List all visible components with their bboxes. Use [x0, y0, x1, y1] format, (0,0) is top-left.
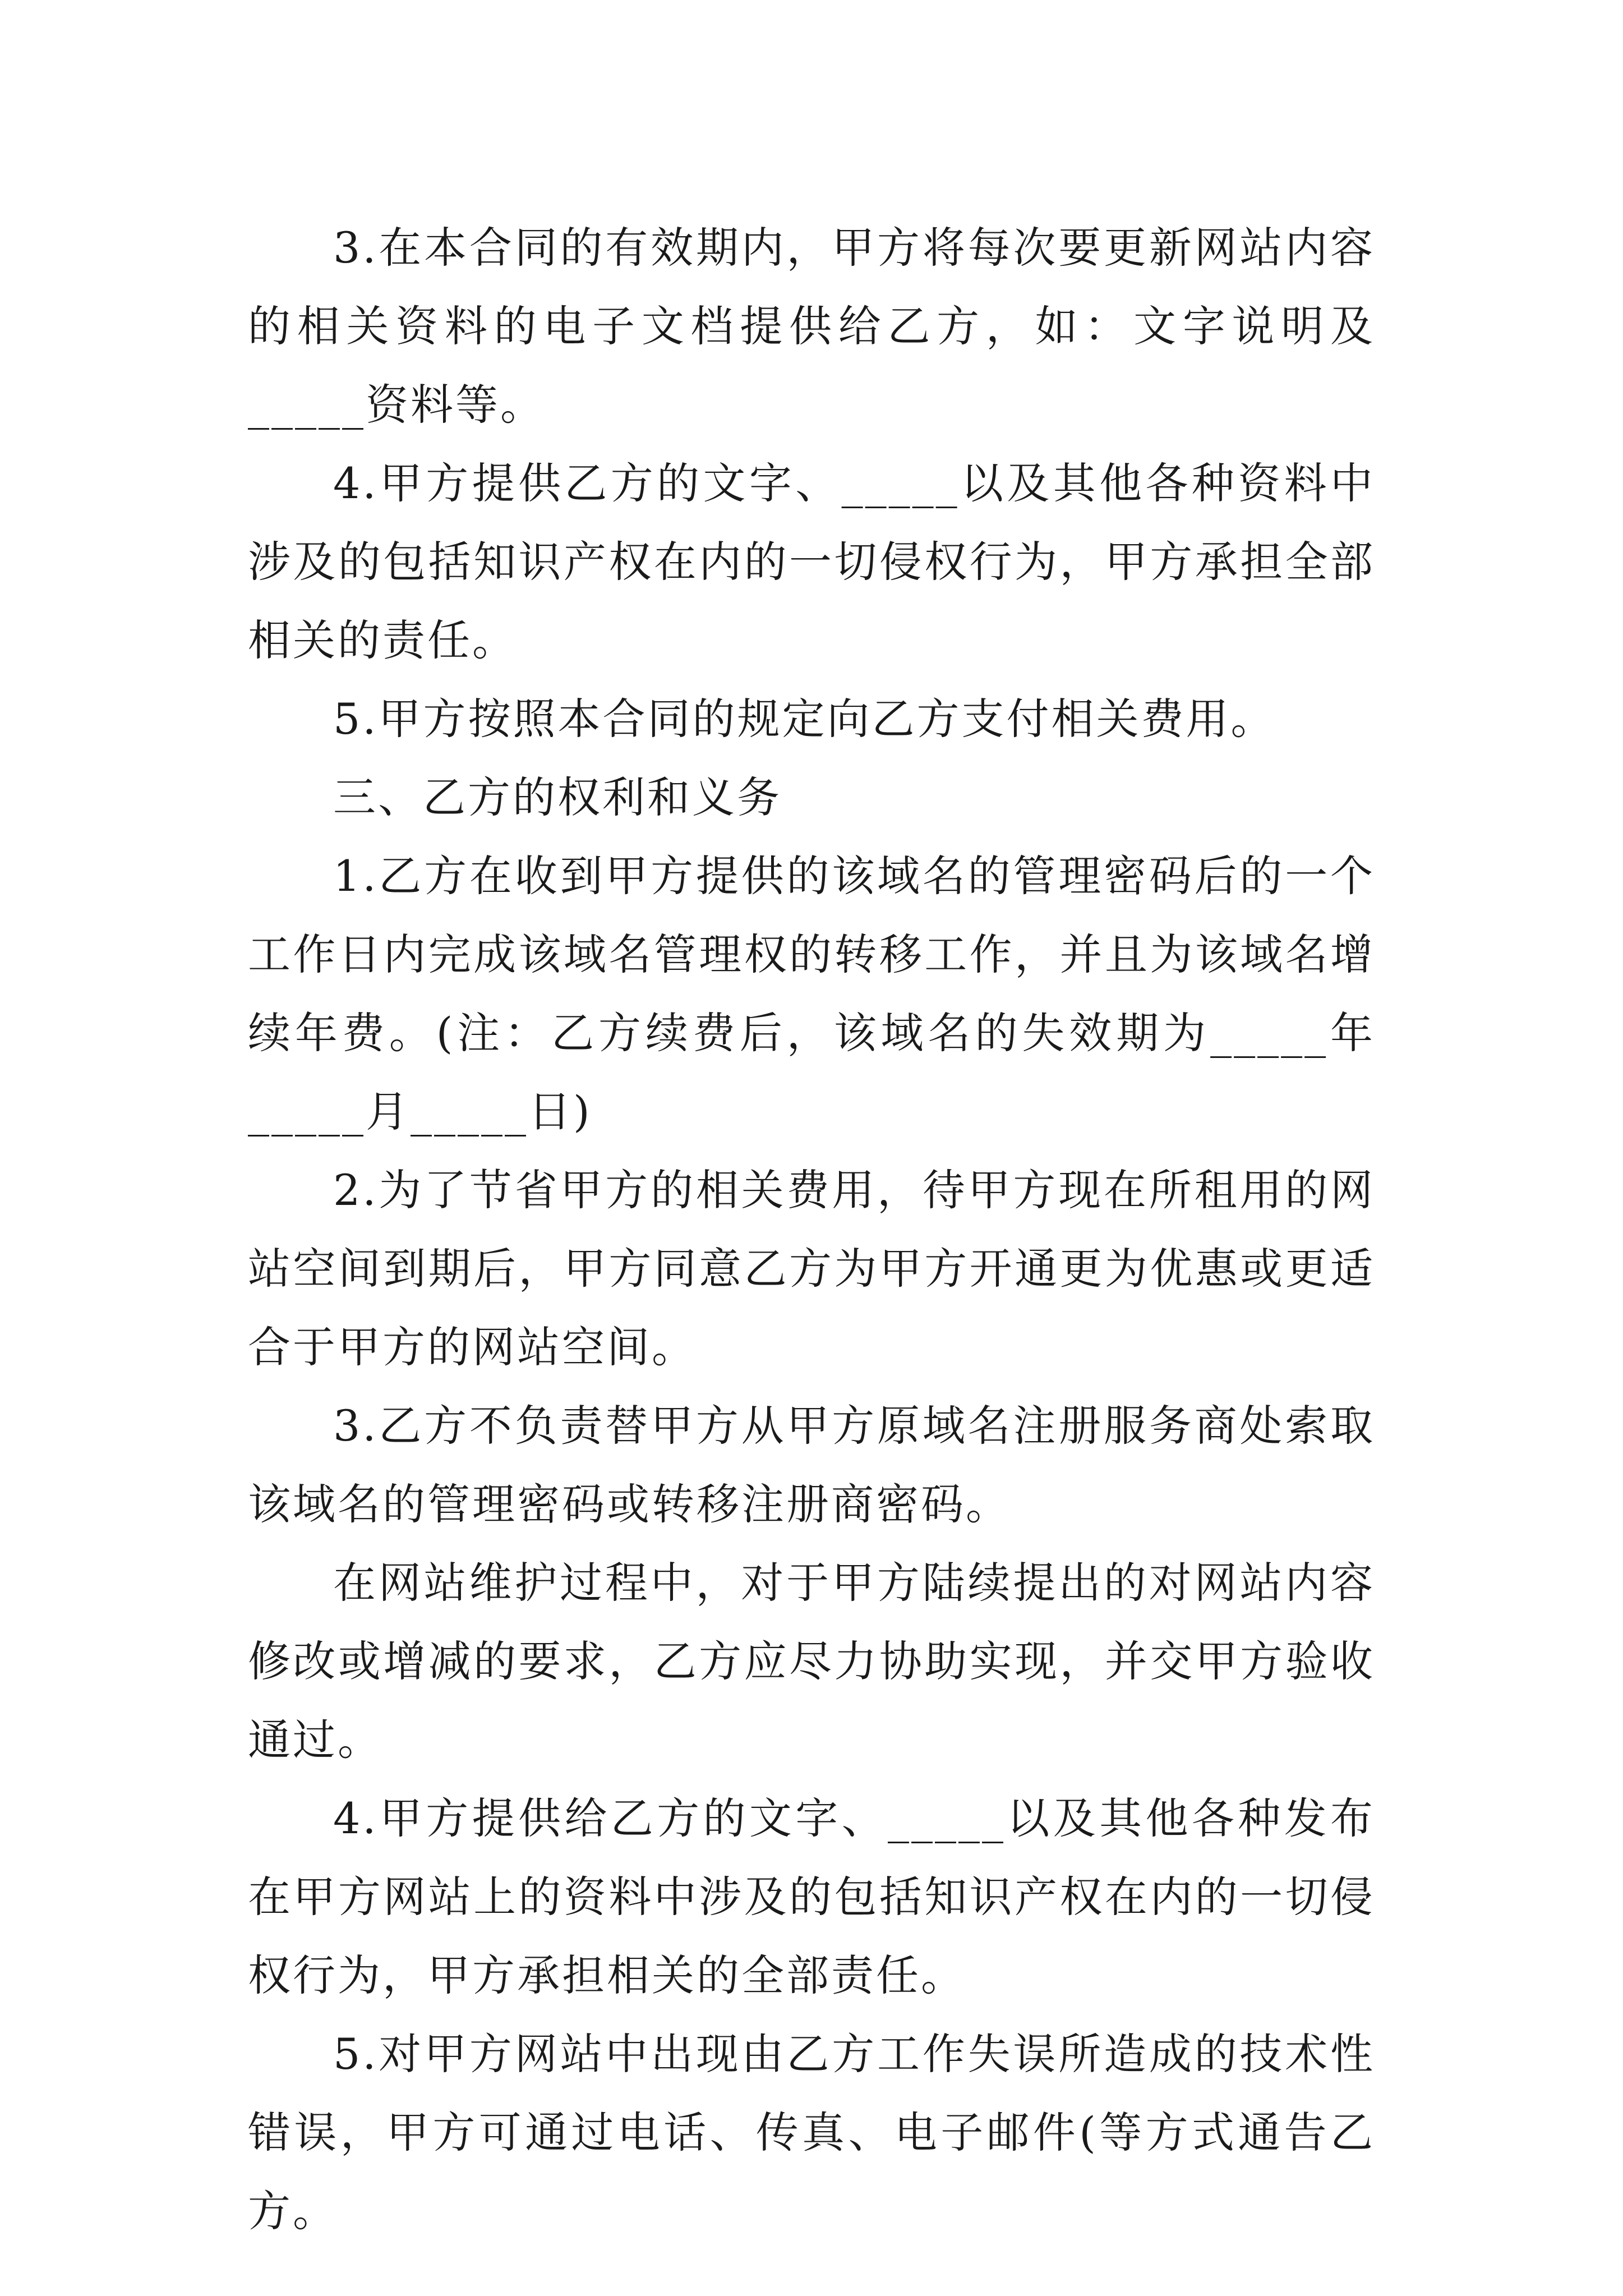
paragraph-b-clause-5-errors: 5.对甲方网站中出现由乙方工作失误所造成的技术性错误，甲方可通过电话、传真、电子邮件(等方式通告乙方。 — [248, 2029, 1375, 2236]
document-body — [248, 209, 1375, 2251]
paragraph-clause-4-infringement: 4.甲方提供乙方的文字、_____以及其他各种资料中涉及的包括知识产权在内的一切侵权行为，甲方承担全部相关的责任。 — [248, 458, 1375, 665]
paragraph-b-maintenance: 在网站维护过程中，对于甲方陆续提出的对网站内容修改或增减的要求，乙方应尽力协助实现，并交甲方验收通过。 — [248, 1558, 1375, 1765]
paragraph-b-clause-4-infringement: 4.甲方提供给乙方的文字、_____以及其他各种发布在甲方网站上的资料中涉及的包括知识产权在内的一切侵权行为，甲方承担相关的全部责任。 — [248, 1793, 1375, 2000]
paragraph-clause-5-payment: 5.甲方按照本合同的规定向乙方支付相关费用。 — [333, 694, 1276, 744]
paragraph-b-clause-3-password: 3.乙方不负责替甲方从甲方原域名注册服务商处索取该域名的管理密码或转移注册商密码。 — [248, 1401, 1375, 1529]
section-heading-party-b-rights: 三、乙方的权利和义务 — [333, 772, 782, 822]
paragraph-b-clause-2-hosting: 2.为了节省甲方的相关费用，待甲方现在所租用的网站空间到期后，甲方同意乙方为甲方开通更为优惠或更适合于甲方的网站空间。 — [248, 1165, 1375, 1372]
paragraph-clause-3-materials: 3.在本合同的有效期内，甲方将每次要更新网站内容的相关资料的电子文档提供给乙方，如：文字说明及_____资料等。 — [248, 223, 1375, 430]
paragraph-b-clause-1-domain-transfer: 1.乙方在收到甲方提供的该域名的管理密码后的一个工作日内完成该域名管理权的转移工作，并且为该域名增续年费。(注：乙方续费后，该域名的失效期为_____年_____月_____日) — [248, 851, 1375, 1137]
